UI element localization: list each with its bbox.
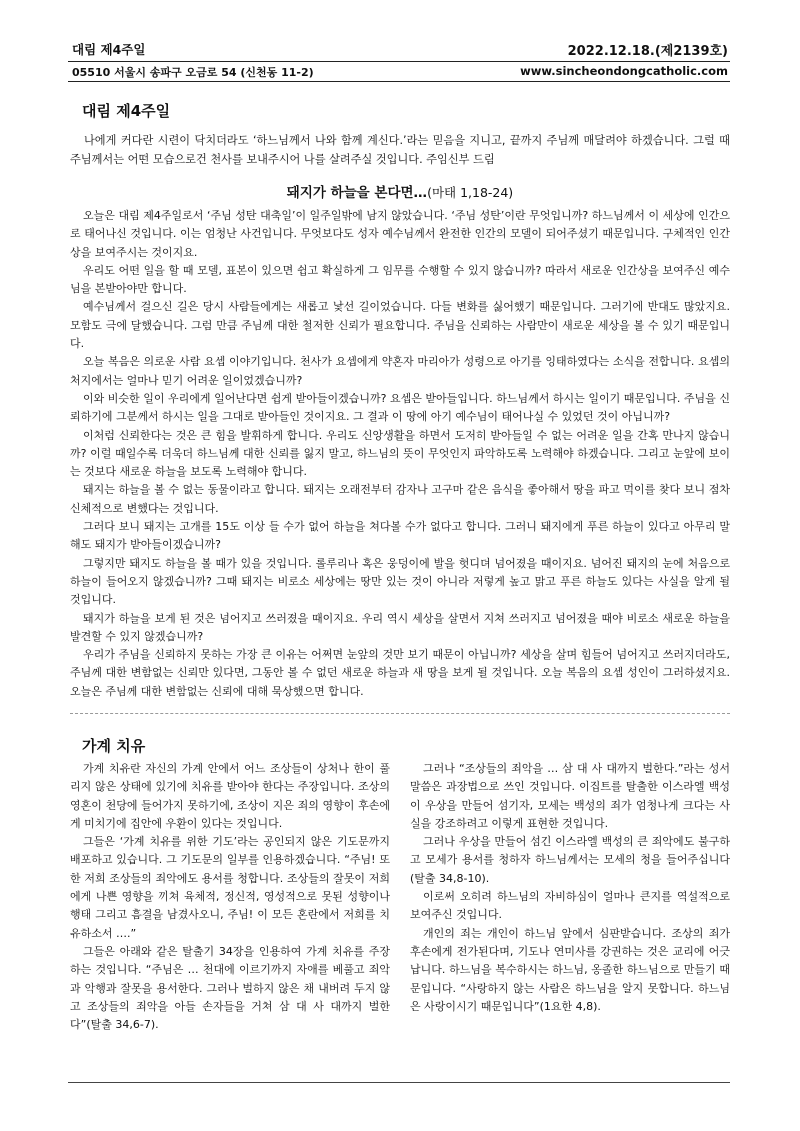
article-body	[70, 207, 730, 701]
website-link[interactable]: www.sincheondongcatholic.com	[520, 64, 728, 78]
article-paragraph: 이와 비슷한 일이 우리에게 일어난다면 쉽게 받아들이겠습니까? 요셉은 받아들입니다. 하느님께서 하시는 일이기 때문입니다. 주님을 신뢰하기에 그분께서 하시는 일을 그대로 받아들인 것이지요. 그 결과 이 땅에 아기 예수님이 태어나실 수 있었던 것이 아닙니까?	[70, 391, 730, 424]
footer-rule	[68, 1082, 730, 1083]
section-title-family-healing: 가계 치유	[82, 737, 146, 755]
article-paragraph: 우리도 어떤 일을 할 때 모델, 표본이 있으면 쉽고 확실하게 그 임무를 수행할 수 있지 않습니까? 따라서 새로운 인간상을 보여주신 예수님을 본받아야만 합니다.	[70, 263, 730, 296]
article-paragraph: 우리가 주님을 신뢰하지 못하는 가장 큰 이유는 어쩌면 눈앞의 것만 보기 때문이 아닙니까? 세상을 살며 힘들어 넘어지고 쓰러지더라도, 주님께 대한 변함없는 신뢰만 있다면, 그동안 볼 수 없던 새로운 하늘과 새 땅을 보게 될 것입니다. 오늘 복음의 요셉 성인이 그러하셨지요. 오늘은 주님께 대한 변함없는 신뢰에 대해 묵상했으면 합니다.	[70, 648, 730, 698]
date-issue: 2022.12.18.(제2139호)	[567, 44, 728, 59]
column-paragraph: 그러나 “조상들의 죄악을 … 삼 대 사 대까지 벌한다.”라는 성서 말씀은 과장법으로 쓰인 것입니다. 이집트를 탈출한 이스라엘 백성이 우상을 만들어 섬기자, 모세는 백성의 죄가 엄청나게 크다는 사실을 강조하려고 이렇게 표현한 것입니다.	[410, 762, 730, 830]
column-paragraph: 그들은 아래와 같은 탈출기 34장을 인용하여 가계 치유를 주장하는 것입니다. “주님은 … 천대에 이르기까지 자애를 베풀고 죄악과 악행과 잘못을 용서한다. 그러나 벌하지 않은 채 내버려 두지 않고 조상들의 죄악을 아들 손자들을 거쳐 삼 대 사 대까지 벌한다”(탈출 34,6-7).	[70, 944, 390, 1032]
masthead	[68, 40, 730, 58]
article-scripture-ref: (마태 1,18-24)	[427, 185, 514, 200]
article-paragraph: 돼지가 하늘을 보게 된 것은 넘어지고 쓰러졌을 때이지요. 우리 역시 세상을 살면서 지쳐 쓰러지고 넘어졌을 때야 비로소 새로운 하늘을 발견할 수 있지 않겠습니까?	[70, 611, 730, 643]
column-paragraph: 가계 치유란 자신의 가계 안에서 어느 조상들이 상처나 한이 풀리지 않은 상태에 있기에 치유를 받아야 한다는 주장입니다. 조상의 영혼이 천당에 들어가지 못하기에, 조상이 지은 죄의 영향이 후손에게 미치기에 집안에 우환이 있다는 것입니다.	[70, 762, 390, 830]
section-title-advent: 대림 제4주일	[82, 102, 171, 120]
column-paragraph: 그러나 우상을 만들어 섬긴 이스라엘 백성의 큰 죄악에도 불구하고 모세가 용서를 청하자 하느님께서는 모세의 청을 들어주십니다(탈출 34,8-10).	[410, 835, 730, 885]
intro-paragraph: 나에게 커다란 시련이 닥치더라도 ‘하느님께서 나와 함께 계신다.’라는 믿음을 지니고, 끝까지 주님께 매달려야 하겠습니다. 그럴 때 주님께서는 어떤 모습으로건 천사를 보내주시어 나를 살려주실 것입니다. 주임신부 드림	[70, 134, 730, 166]
article-paragraph: 돼지는 하늘을 볼 수 없는 동물이라고 합니다. 돼지는 오래전부터 감자나 고구마 같은 음식을 좋아해서 땅을 파고 먹이를 찾다 보니 점차 신체적으로 변했다는 것입니다.	[70, 483, 730, 515]
article-title	[0, 181, 800, 201]
parish-address: 05510 서울시 송파구 오금로 54 (신천동 11-2)	[72, 66, 314, 79]
article-title-text: 돼지가 하늘을 본다면…	[286, 185, 428, 201]
article-paragraph: 그렇지만 돼지도 하늘을 볼 때가 있을 것입니다. 롤루리나 혹은 웅덩이에 발을 헛디뎌 넘어졌을 때이지요. 넘어진 돼지의 눈에 처음으로 하늘이 들어오지 않겠습니까? 그때 돼지는 비로소 세상에는 땅만 있는 것이 아니라 저렇게 높고 맑고 푸른 하늘도 있다는 사실을 알게 될 것입니다.	[70, 556, 730, 607]
article-paragraph: 이처럼 신뢰한다는 것은 큰 힘을 발휘하게 합니다. 우리도 신앙생활을 하면서 도저히 받아들일 수 없는 어려운 일을 간혹 만나지 않습니까? 이럴 때일수록 더욱더 하느님께 대한 신뢰를 잃지 말고, 하느님의 뜻이 무엇인지 파악하도록 노력해야 하겠습니다. 그리고 눈앞에 보이는 것보다 새로운 하늘을 보도록 노력해야 합니다.	[70, 428, 730, 479]
week-label: 대림 제4주일	[72, 42, 146, 57]
article-paragraph: 오늘은 대림 제4주일로서 ‘주님 성탄 대축일’이 일주일밖에 남지 않았습니다. ‘주님 성탄’이란 무엇입니까? 하느님께서 이 세상에 인간으로 태어나신 것입니다. 이는 엄청난 사건입니다. 무엇보다도 성자 예수님께서 완전한 인간의 모델이 되어주셨기 때문입니다. 구체적인 인간상을 보여주시는 것이지요.	[70, 209, 730, 259]
article-paragraph: 그러다 보니 돼지는 고개를 15도 이상 들 수가 없어 하늘을 쳐다볼 수가 없다고 합니다. 그러니 돼지에게 푸른 하늘이 있다고 아무리 말해도 돼지가 받아들이겠습니까?	[70, 520, 730, 552]
section-divider	[70, 713, 730, 714]
address-bar	[68, 64, 730, 80]
column-paragraph: 이로써 오히려 하느님의 자비하심이 얼마나 큰지를 역설적으로 보여주신 것입니다.	[410, 890, 730, 922]
article-paragraph: 오늘 복음은 의로운 사람 요셉 이야기입니다. 천사가 요셉에게 약혼자 마리아가 성령으로 아기를 잉태하였다는 소식을 전합니다. 요셉의 처지에서는 얼마나 믿기 어려운 일이었겠습니까?	[70, 355, 730, 387]
column-paragraph: 개인의 죄는 개인이 하느님 앞에서 심판받습니다. 조상의 죄가 후손에게 전가된다며, 기도나 연미사를 강권하는 것은 교리에 어긋납니다. 하느님을 복수하시는 하느님, 옹졸한 하느님으로 만들기 때문입니다. “사랑하지 않는 사람은 하느님을 알지 못합니다. 하느님은 사랑이시기 때문입니다”(1요한 4,8).	[410, 926, 730, 1013]
article-paragraph: 예수님께서 걸으신 길은 당시 사람들에게는 새롭고 낯선 길이었습니다. 다들 변화를 싫어했기 때문입니다. 그러기에 반대도 많았지요. 모함도 극에 달했습니다. 그럼 만큼 주님께 대한 철저한 신뢰가 필요합니다. 주님을 신뢰하는 사람만이 새로운 세상을 볼 수 있기 때문입니다.	[70, 300, 730, 351]
header-rule-top	[68, 61, 730, 62]
right-column	[410, 760, 730, 1016]
left-column	[70, 760, 390, 1034]
header-rule-bottom	[68, 81, 730, 82]
column-paragraph: 그들은 ‘가계 치유를 위한 기도’라는 공인되지 않은 기도문까지 배포하고 있습니다. 그 기도문의 일부를 인용하겠습니다. “주님! 또한 저희 조상들의 죄악에도 용서를 청합니다. 조상들의 잘못이 저희에게 나쁜 영향을 끼쳐 육체적, 정신적, 영성적으로 못된 성향이나 행태 그리고 흠결을 남겼사오니, 주님! 이 모든 혼란에서 저희를 치유하소서 ….”	[70, 835, 390, 940]
